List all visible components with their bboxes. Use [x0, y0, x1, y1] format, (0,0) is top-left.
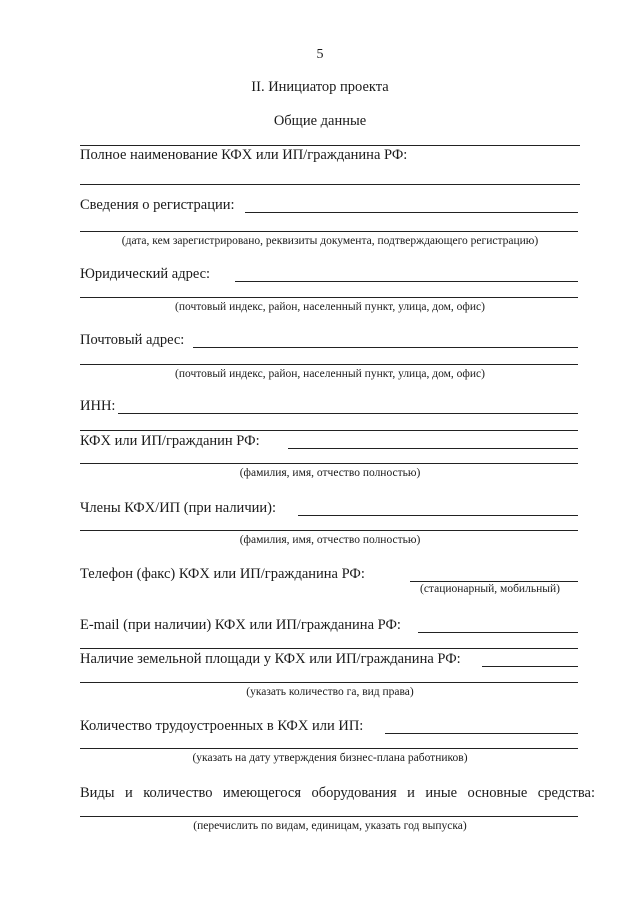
registration-line-2[interactable]: [80, 231, 578, 232]
equipment-label: Виды и количество имеющегося оборудования и иные основные средства:: [80, 785, 595, 801]
inn-line-1[interactable]: [118, 413, 578, 414]
inn-line-2[interactable]: [80, 430, 578, 431]
citizen-line-2[interactable]: [80, 463, 578, 464]
employees-label: Количество трудоустроенных в КФХ или ИП:: [80, 718, 364, 734]
land-line-1[interactable]: [482, 666, 578, 667]
inn-label: ИНН:: [80, 398, 116, 414]
phone-line[interactable]: [410, 581, 578, 582]
full-name-top-line: [80, 145, 580, 146]
members-line-1[interactable]: [298, 515, 578, 516]
email-line-1[interactable]: [418, 632, 578, 633]
postal-address-line-2[interactable]: [80, 364, 578, 365]
equipment-line-1[interactable]: [80, 816, 578, 817]
legal-address-line-2[interactable]: [80, 297, 578, 298]
registration-hint: (дата, кем зарегистрировано, реквизиты документа, подтверждающего регистрацию): [121, 235, 539, 247]
email-label: E-mail (при наличии) КФХ или ИП/гражданина РФ:: [80, 617, 401, 633]
full-name-label: Полное наименование КФХ или ИП/гражданина РФ:: [80, 147, 408, 163]
citizen-line-1[interactable]: [288, 448, 578, 449]
postal-address-line-1[interactable]: [193, 347, 578, 348]
land-line-2[interactable]: [80, 682, 578, 683]
phone-label: Телефон (факс) КФХ или ИП/гражданина РФ:: [80, 566, 365, 582]
subsection-title: Общие данные: [273, 113, 367, 129]
postal-address-hint: (почтовый индекс, район, населенный пункт, улица, дом, офис): [175, 368, 485, 380]
members-line-2[interactable]: [80, 530, 578, 531]
legal-address-line-1[interactable]: [235, 281, 578, 282]
members-label: Члены КФХ/ИП (при наличии):: [80, 500, 276, 516]
employees-line-1[interactable]: [385, 733, 578, 734]
email-line-2[interactable]: [80, 648, 578, 649]
legal-address-label: Юридический адрес:: [80, 266, 211, 282]
full-name-line-1[interactable]: [80, 184, 580, 185]
members-hint: (фамилия, имя, отчество полностью): [239, 534, 421, 546]
employees-line-2[interactable]: [80, 748, 578, 749]
page-number: 5: [316, 47, 324, 62]
land-hint: (указать количество га, вид права): [246, 686, 414, 698]
land-label: Наличие земельной площади у КФХ или ИП/гражданина РФ:: [80, 651, 461, 667]
phone-hint: (стационарный, мобильный): [420, 583, 560, 595]
legal-address-hint: (почтовый индекс, район, населенный пункт, улица, дом, офис): [175, 301, 485, 313]
employees-hint: (указать на дату утверждения бизнес-плана работников): [192, 752, 468, 764]
registration-label: Сведения о регистрации:: [80, 197, 235, 213]
citizen-label: КФХ или ИП/гражданин РФ:: [80, 433, 260, 449]
postal-address-label: Почтовый адрес:: [80, 332, 185, 348]
equipment-hint: (перечислить по видам, единицам, указать год выпуска): [193, 820, 467, 832]
citizen-hint: (фамилия, имя, отчество полностью): [239, 467, 421, 479]
section-title: II. Инициатор проекта: [251, 79, 389, 95]
registration-line-1[interactable]: [245, 212, 578, 213]
